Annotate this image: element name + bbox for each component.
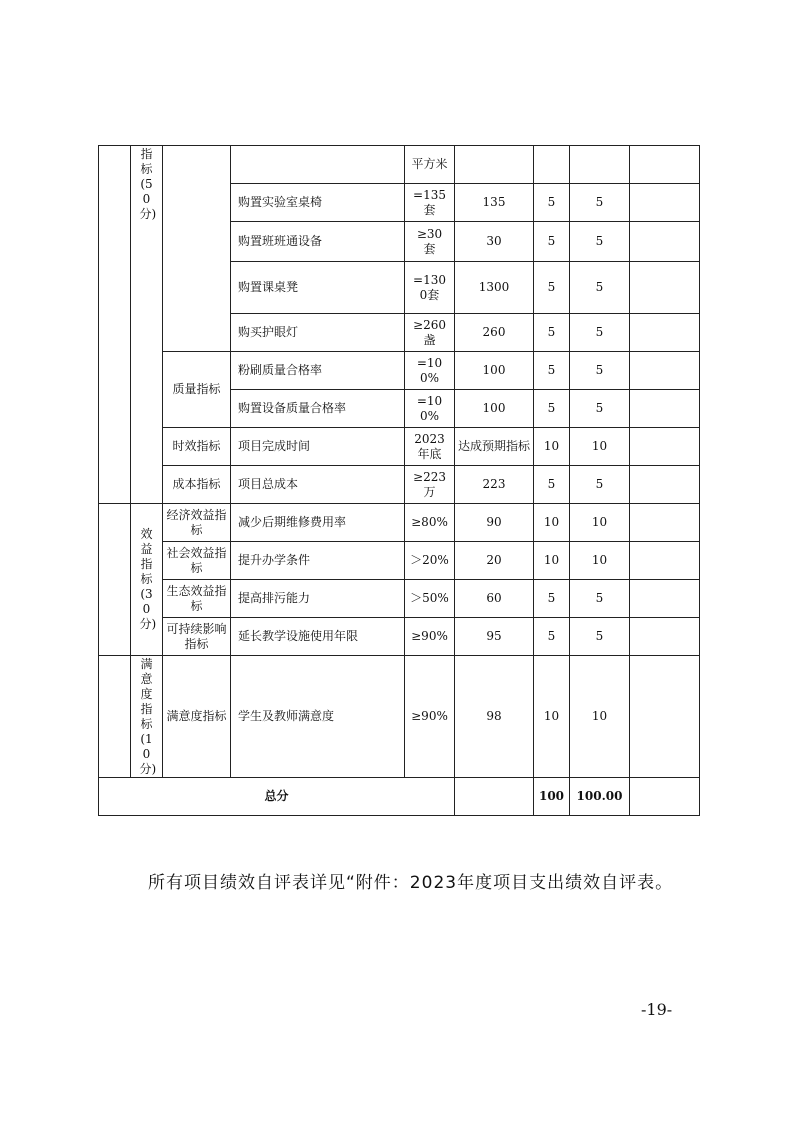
indicator-name: 购置课桌凳 [231, 262, 405, 314]
weight-value: 5 [534, 184, 570, 222]
weight-value [534, 146, 570, 184]
target-value: ≥90% [405, 656, 455, 778]
indicator-name: 购买护眼灯 [231, 314, 405, 352]
total-label: 总分 [99, 778, 455, 816]
note-cell [630, 222, 700, 262]
actual-value: 98 [455, 656, 534, 778]
note-cell [630, 352, 700, 390]
weight-value: 10 [534, 504, 570, 542]
note-cell [630, 618, 700, 656]
actual-value [455, 146, 534, 184]
total-row [99, 778, 700, 816]
target-value: =135套 [405, 184, 455, 222]
weight-value: 5 [534, 466, 570, 504]
total-weight: 100 [534, 778, 570, 816]
table-row [99, 466, 700, 504]
note-cell [630, 580, 700, 618]
weight-value: 10 [534, 428, 570, 466]
target-value: ＞20% [405, 542, 455, 580]
indicator-name: 购置班班通设备 [231, 222, 405, 262]
actual-value: 100 [455, 352, 534, 390]
note-cell [630, 314, 700, 352]
category-cell: 指标(50分) [131, 146, 163, 504]
target-value: ≥223万 [405, 466, 455, 504]
note-cell [630, 428, 700, 466]
actual-value: 95 [455, 618, 534, 656]
indicator-name: 学生及教师满意度 [231, 656, 405, 778]
table-row [99, 146, 700, 184]
weight-value: 10 [534, 656, 570, 778]
table-row [99, 542, 700, 580]
score-value: 5 [570, 390, 630, 428]
category-cell: 满意度指标(10分) [131, 656, 163, 778]
score-value: 5 [570, 580, 630, 618]
total-score: 100.00 [570, 778, 630, 816]
table-row [99, 618, 700, 656]
indicator-name: 项目总成本 [231, 466, 405, 504]
score-value: 5 [570, 262, 630, 314]
indicator-name [231, 146, 405, 184]
score-value: 5 [570, 184, 630, 222]
score-value: 5 [570, 466, 630, 504]
target-value: ≥80% [405, 504, 455, 542]
score-value: 10 [570, 656, 630, 778]
sub-indicator-label: 经济效益指标 [163, 504, 231, 542]
sub-indicator-label: 满意度指标 [163, 656, 231, 778]
target-value: ≥30套 [405, 222, 455, 262]
note-cell [630, 390, 700, 428]
sub-indicator-label: 质量指标 [163, 352, 231, 428]
weight-value: 5 [534, 618, 570, 656]
level1-cell-empty [99, 504, 131, 656]
actual-value: 90 [455, 504, 534, 542]
indicator-name: 项目完成时间 [231, 428, 405, 466]
actual-value: 1300 [455, 262, 534, 314]
score-value: 10 [570, 542, 630, 580]
score-value: 5 [570, 352, 630, 390]
weight-value: 5 [534, 262, 570, 314]
sub-indicator-label: 生态效益指标 [163, 580, 231, 618]
level1-cell-empty [99, 656, 131, 778]
indicator-name: 延长教学设施使用年限 [231, 618, 405, 656]
target-value: 2023年底 [405, 428, 455, 466]
table-row [99, 352, 700, 390]
weight-value: 5 [534, 390, 570, 428]
performance-table [98, 145, 700, 816]
actual-value [455, 778, 534, 816]
weight-value: 5 [534, 314, 570, 352]
target-value: =1300套 [405, 262, 455, 314]
note-cell [630, 504, 700, 542]
actual-value: 达成预期指标 [455, 428, 534, 466]
table-row [99, 428, 700, 466]
target-value: 平方米 [405, 146, 455, 184]
actual-value: 260 [455, 314, 534, 352]
note-cell [630, 542, 700, 580]
target-value: =100% [405, 390, 455, 428]
note-cell [630, 184, 700, 222]
sub-indicator-label: 时效指标 [163, 428, 231, 466]
weight-value: 5 [534, 580, 570, 618]
weight-value: 5 [534, 352, 570, 390]
table-row [99, 656, 700, 778]
indicator-name: 粉刷质量合格率 [231, 352, 405, 390]
target-value: ＞50% [405, 580, 455, 618]
actual-value: 60 [455, 580, 534, 618]
quantity-sub-cell [163, 146, 231, 352]
note-cell [630, 778, 700, 816]
score-value: 5 [570, 618, 630, 656]
table-row [99, 580, 700, 618]
score-value: 5 [570, 314, 630, 352]
score-value: 5 [570, 222, 630, 262]
level1-cell-empty [99, 146, 131, 504]
note-cell [630, 146, 700, 184]
table-row [99, 504, 700, 542]
page-number: -19- [641, 1000, 673, 1019]
actual-value: 100 [455, 390, 534, 428]
score-value: 10 [570, 428, 630, 466]
indicator-name: 购置实验室桌椅 [231, 184, 405, 222]
indicator-name: 减少后期维修费用率 [231, 504, 405, 542]
target-value: ≥260盏 [405, 314, 455, 352]
indicator-name: 购置设备质量合格率 [231, 390, 405, 428]
score-value [570, 146, 630, 184]
weight-value: 10 [534, 542, 570, 580]
indicator-name: 提升办学条件 [231, 542, 405, 580]
score-value: 10 [570, 504, 630, 542]
sub-indicator-label: 可持续影响指标 [163, 618, 231, 656]
target-value: =100% [405, 352, 455, 390]
target-value: ≥90% [405, 618, 455, 656]
note-cell [630, 656, 700, 778]
actual-value: 20 [455, 542, 534, 580]
sub-indicator-label: 社会效益指标 [163, 542, 231, 580]
body-paragraph: 所有项目绩效自评表详见“附件：2023年度项目支出绩效自评表。 [148, 873, 674, 893]
actual-value: 30 [455, 222, 534, 262]
indicator-name: 提高排污能力 [231, 580, 405, 618]
note-cell [630, 466, 700, 504]
category-cell: 效益指标(30分) [131, 504, 163, 656]
actual-value: 223 [455, 466, 534, 504]
note-cell [630, 262, 700, 314]
actual-value: 135 [455, 184, 534, 222]
sub-indicator-label: 成本指标 [163, 466, 231, 504]
weight-value: 5 [534, 222, 570, 262]
